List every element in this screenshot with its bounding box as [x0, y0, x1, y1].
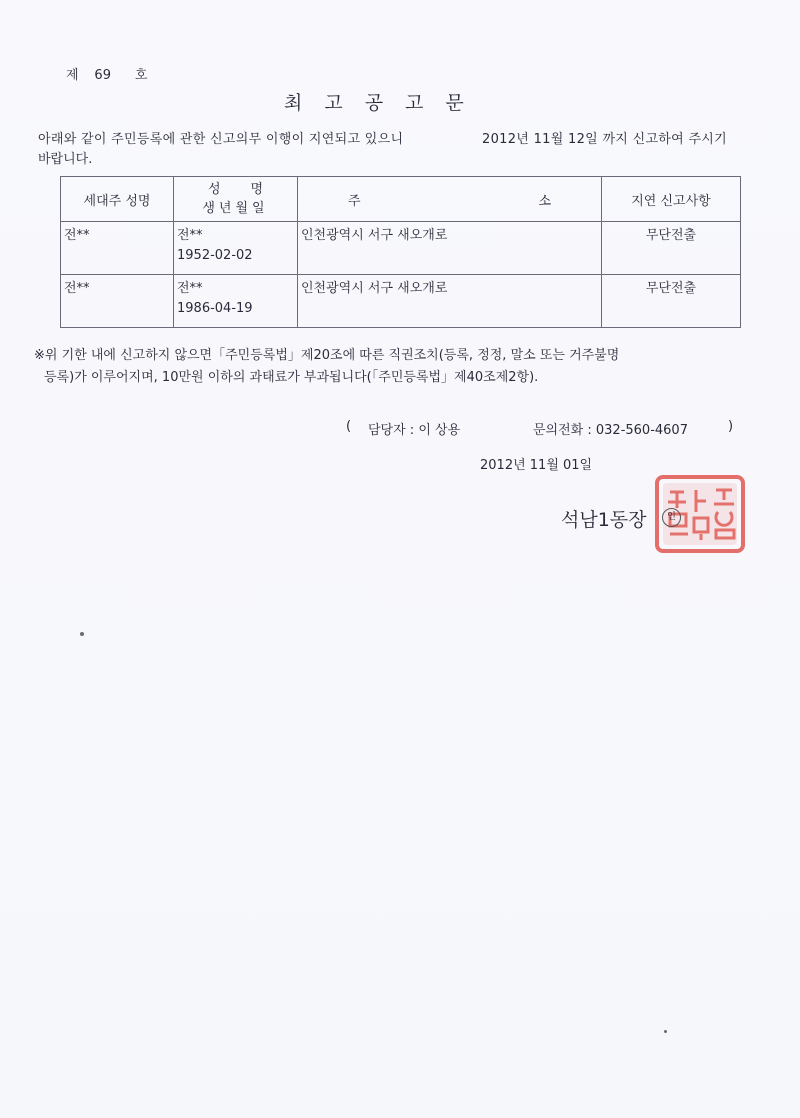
intro-text: 아래와 같이 주민등록에 관한 신고의무 이행이 지연되고 있으니: [38, 132, 404, 147]
table-header-row: [61, 177, 741, 222]
row-status: 무단전출: [645, 228, 697, 243]
notice-line-1: ※위 기한 내에 신고하지 않으면「주민등록법」제20조에 따른 직권조치(등록, 정정, 말소 또는 거주불명: [34, 348, 620, 363]
header-name: 성명: [207, 182, 294, 197]
resident-table: [60, 176, 741, 328]
scan-speck: [664, 1030, 667, 1033]
notice-line-2: 등록)가 이루어지며, 10만원 이하의 과태료가 부과됩니다(「주민등록법」제40조제2항).: [44, 370, 539, 385]
doc-number-suffix: 호: [134, 68, 148, 83]
row-status: 무단전출: [645, 281, 697, 296]
table-row: [61, 275, 741, 328]
doc-number-prefix: 제: [66, 68, 79, 83]
header-address-left: 주: [348, 193, 361, 209]
row-householder: 전**: [64, 281, 90, 296]
document-title: 최고공고문: [284, 92, 486, 114]
contact-paren-open: (: [346, 419, 352, 434]
row-birth: 1952-02-02: [177, 248, 253, 263]
row-householder: 전**: [64, 228, 90, 243]
header-name-birth: [174, 177, 298, 222]
seal-mark: 인: [662, 508, 681, 527]
scan-speck: [80, 632, 84, 636]
intro-line-1: [38, 128, 728, 147]
contact-paren-close: ): [728, 419, 734, 434]
contact-phone: 문의전화 : 032-560-4607: [533, 423, 688, 438]
row-address: 인천광역시 서구 새오개로: [301, 281, 448, 296]
row-name: 전**: [177, 228, 203, 243]
table-row: [61, 222, 741, 275]
header-householder: 세대주 성명: [61, 177, 174, 222]
doc-number-value: 69: [94, 68, 111, 83]
header-delay: 지연 신고사항: [602, 177, 741, 222]
header-address-right: 소: [538, 193, 551, 209]
row-address: 인천광역시 서구 새오개로: [301, 228, 448, 243]
header-address: [298, 177, 602, 222]
document-number: [66, 64, 147, 83]
intro-line-2: 바랍니다.: [38, 152, 93, 167]
contact-manager: 담당자 : 이 상용: [368, 423, 461, 438]
row-birth: 1986-04-19: [177, 301, 253, 316]
issuer-title: 석남1동장: [561, 509, 647, 531]
issue-date: 2012년 11월 01일: [480, 458, 593, 473]
header-birth: 생년월일: [202, 201, 269, 216]
deadline-text: 2012년 11월 12일 까지 신고하여 주시기: [482, 132, 728, 147]
row-name: 전**: [177, 281, 203, 296]
